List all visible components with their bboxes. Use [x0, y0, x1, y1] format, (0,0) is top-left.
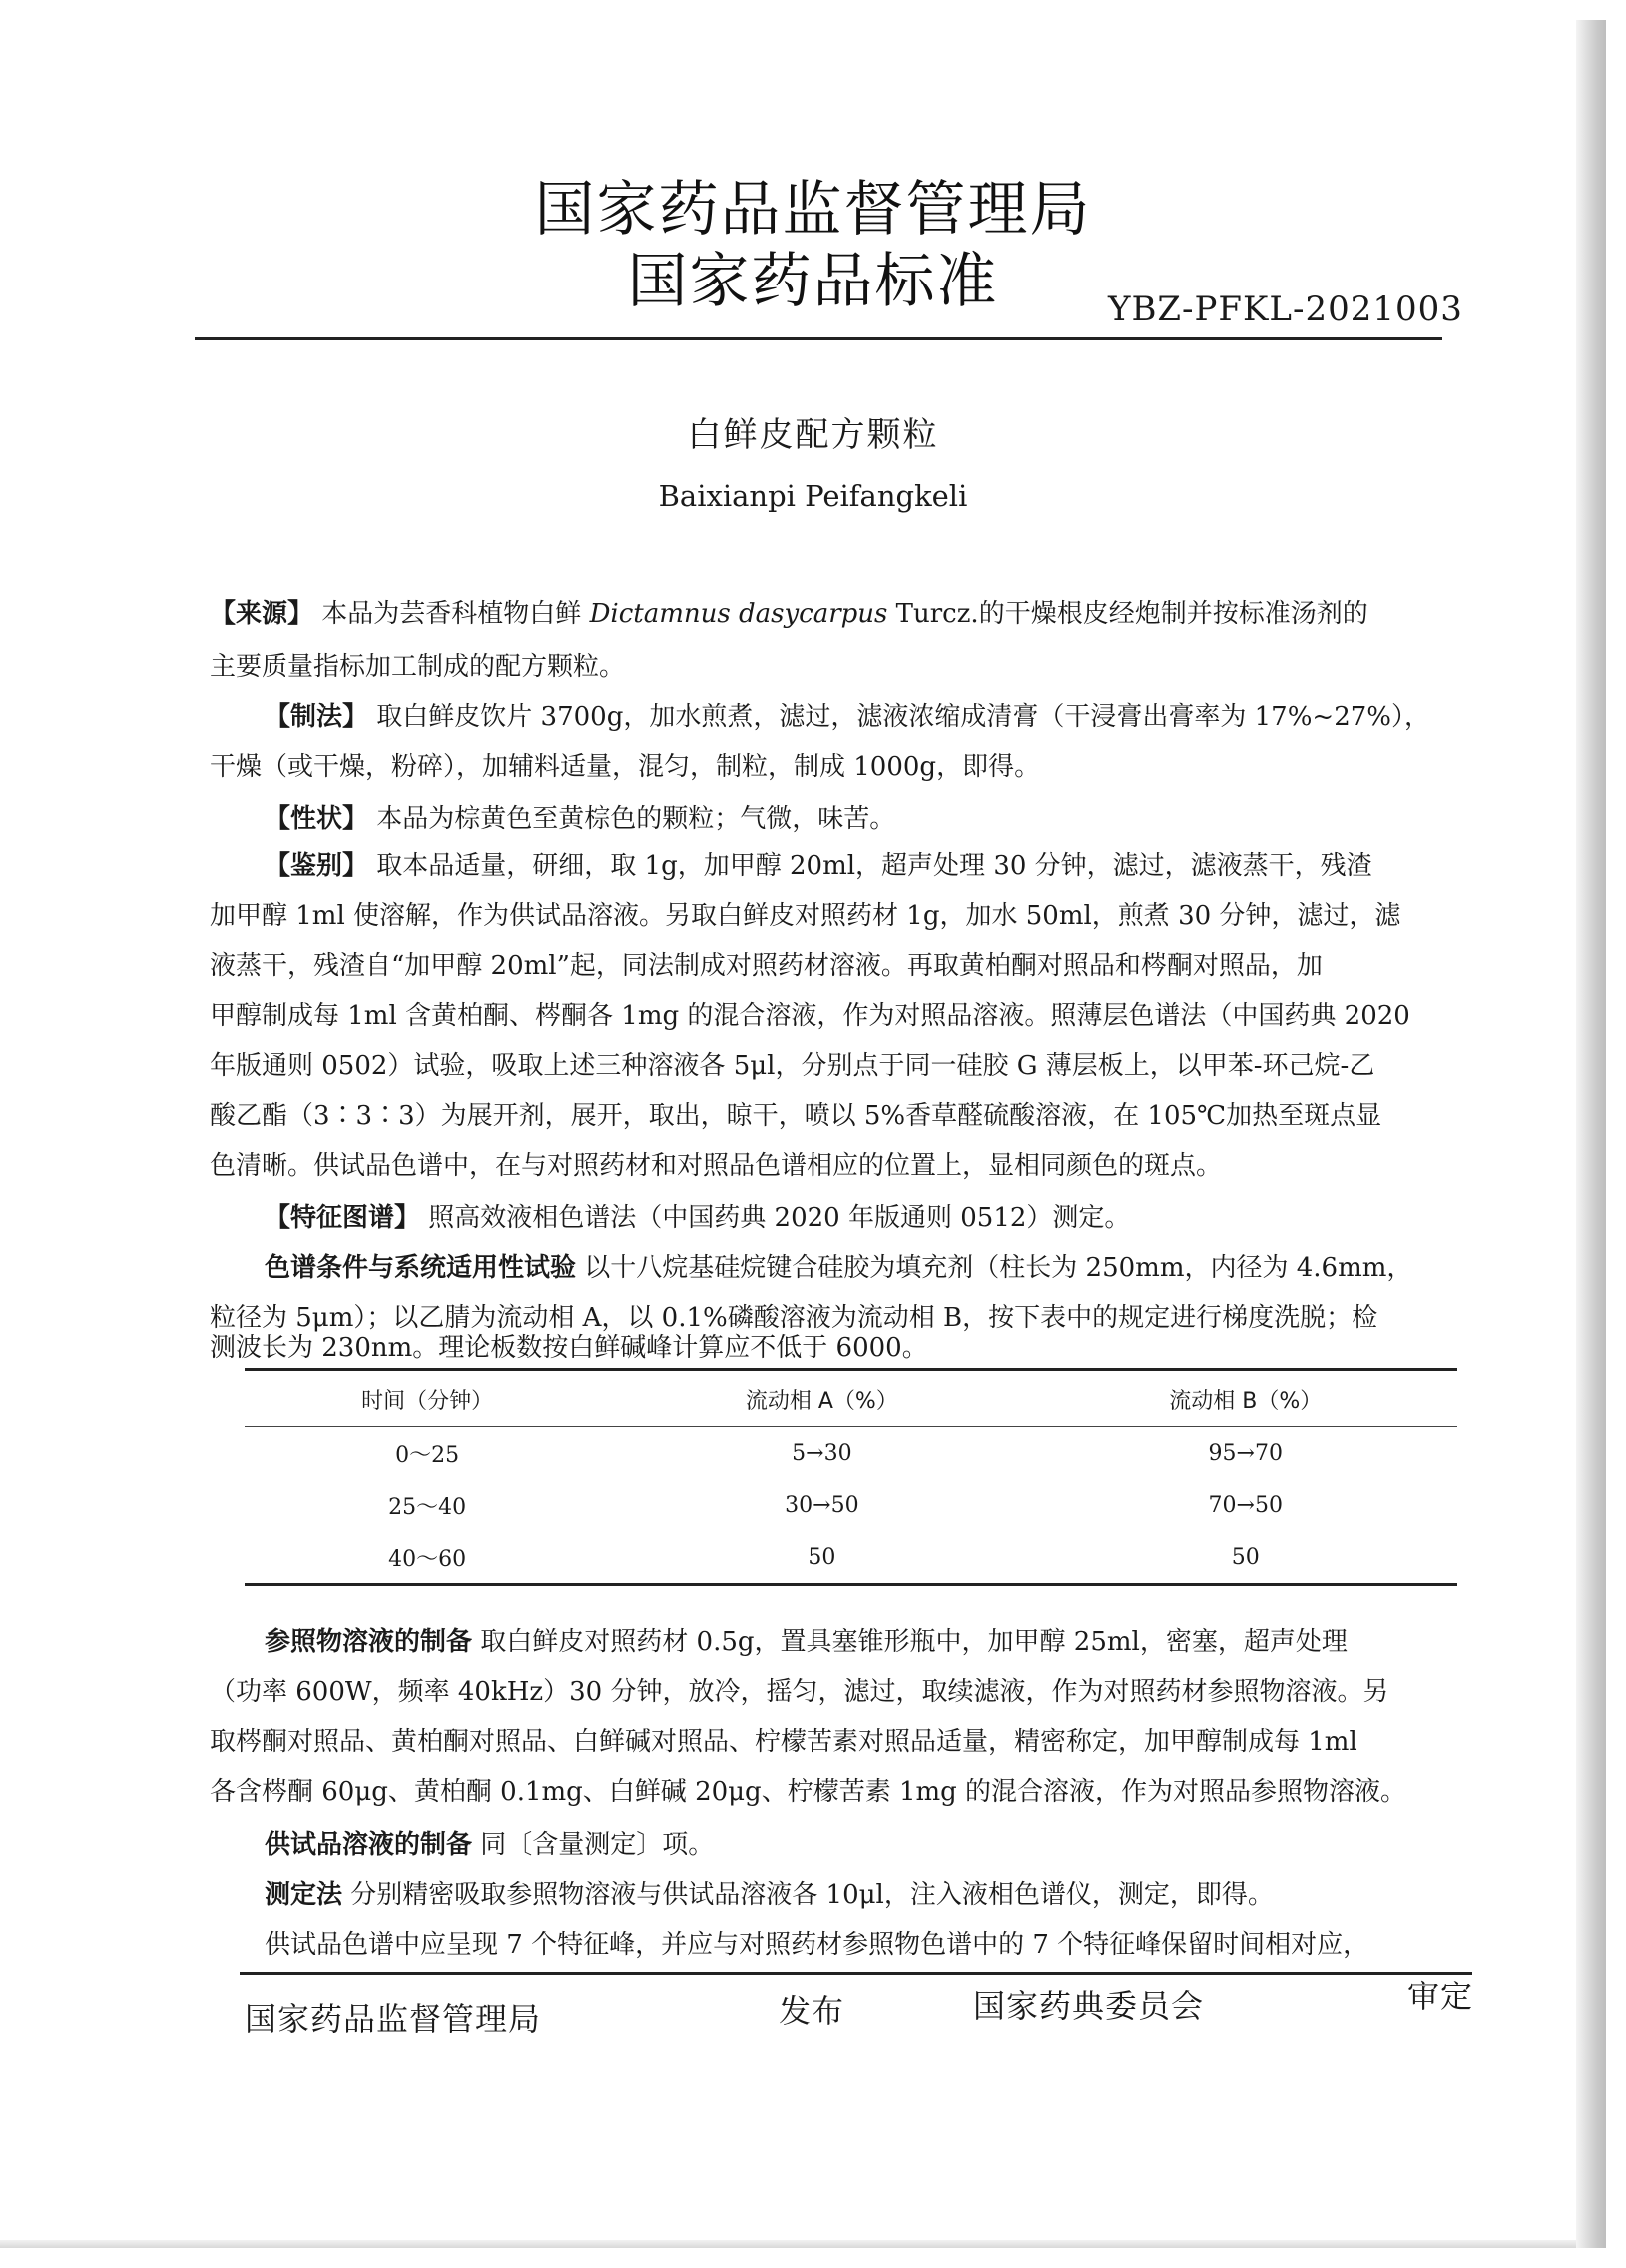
source-para-line-2: 主要质量指标加工制成的配方颗粒。 [210, 652, 626, 682]
prop-label: 【性状】 [265, 804, 369, 834]
ref-text: 取白鲜皮对照药材 0.5g，置具塞锥形瓶中，加甲醇 25ml，密塞，超声处理 [480, 1627, 1348, 1657]
table-cell: 30→50 [785, 1492, 859, 1518]
document-title: 白鲜皮配方颗粒 [687, 415, 939, 455]
fp-label: 【特征图谱】 [265, 1203, 421, 1233]
id-text: 取本品适量，研细，取 1g，加甲醇 20ml，超声处理 30 分钟，滤过，滤液蒸干，残渣 [376, 851, 1372, 881]
table-cell: 5→30 [792, 1440, 852, 1466]
test-label: 供试品溶液的制备 [265, 1830, 473, 1860]
method-para-line [265, 1875, 1447, 1915]
method-text: 分别精密吸取参照物溶液与供试品溶液各 10μl，注入液相色谱仪，测定，即得。 [350, 1880, 1274, 1910]
last-para-line: 供试品色谱中应呈现 7 个特征峰，并应与对照药材参照物色谱中的 7 个特征峰保留时间相对应， [265, 1930, 1369, 1960]
table-row [245, 1479, 1457, 1531]
test-para-line [265, 1825, 1447, 1865]
id-para-line [265, 847, 1447, 886]
method-label: 测定法 [265, 1880, 343, 1910]
ref-para-line-4: 各含梣酮 60μg、黄柏酮 0.1mg、白鲜碱 20μg、柠檬苦素 1mg 的混合溶液，作为对照品参照物溶液。 [210, 1777, 1407, 1807]
prep-text: 取白鲜皮饮片 3700g，加水煎煮，滤过，滤液浓缩成清膏（干浸膏出膏率为 17%~27%）， [376, 702, 1430, 732]
prep-para-line [265, 697, 1447, 737]
id-label: 【鉴别】 [265, 851, 369, 881]
table-cell: 40～60 [388, 1546, 467, 1572]
header-rule [195, 337, 1442, 340]
source-label: 【来源】 [210, 599, 314, 629]
ref-label: 参照物溶液的制备 [265, 1627, 473, 1657]
standard-title: 国家药品标准 [627, 247, 999, 316]
source-para-line [210, 594, 1447, 634]
fp-para-line [265, 1198, 1447, 1238]
fp-text: 照高效液相色谱法（中国药典 2020 年版通则 0512）测定。 [428, 1203, 1131, 1233]
table-cell: 25～40 [388, 1494, 467, 1520]
id-para-line-5: 年版通则 0502）试验，吸取上述三种溶液各 5μl，分别点于同一硅胶 G 薄层板上，以甲苯-环己烷-乙 [210, 1051, 1375, 1081]
table-cell: 50 [1231, 1544, 1260, 1570]
footer-review-word: 审定 [1407, 1978, 1474, 2015]
table-cell: 70→50 [1208, 1492, 1283, 1518]
cond-text: 以十八烷基硅烷键合硅胶为填充剂（柱长为 250mm，内径为 4.6mm， [584, 1253, 1413, 1283]
id-para-line-4: 甲醇制成每 1ml 含黄柏酮、梣酮各 1mg 的混合溶液，作为对照品溶液。照薄层色谱法（中国药典 2020 [210, 1001, 1410, 1031]
document-pinyin: Baixianpi Peifangkeli [658, 479, 968, 513]
test-text: 同〔含量测定〕项。 [480, 1830, 715, 1860]
table-cell: 95→70 [1208, 1440, 1283, 1466]
id-para-line-2: 加甲醇 1ml 使溶解，作为供试品溶液。另取白鲜皮对照药材 1g，加水 50ml，煎煮 30 分钟，滤过，滤 [210, 901, 1401, 931]
footer-issue-word: 发布 [779, 1992, 845, 2030]
prep-para-line-2: 干燥（或干燥，粉碎），加辅料适量，混匀，制粒，制成 1000g，即得。 [210, 752, 1041, 782]
footer-rule [240, 1972, 1472, 1975]
table-header-phase-a: 流动相 A（%） [745, 1388, 898, 1414]
footer-committee: 国家药典委员会 [973, 1987, 1205, 2025]
prop-text: 本品为棕黄色至黄棕色的颗粒；气微，味苦。 [376, 804, 896, 834]
table-row [245, 1531, 1457, 1585]
ref-para-line-2: （功率 600W，频率 40kHz）30 分钟，放冷，摇匀，滤过，取续滤液，作为对照药材参照物溶液。另 [210, 1677, 1389, 1707]
cond-label: 色谱条件与系统适用性试验 [265, 1253, 577, 1283]
gradient-table [245, 1368, 1457, 1586]
cond-para-line [265, 1248, 1447, 1288]
prep-label: 【制法】 [265, 702, 369, 732]
ref-para-line-3: 取梣酮对照品、黄柏酮对照品、白鲜碱对照品、柠檬苦素对照品适量，精密称定，加甲醇制成每 1ml [210, 1727, 1357, 1757]
table-cell: 50 [808, 1544, 836, 1570]
id-para-line-3: 液蒸干，残渣自“加甲醇 20ml”起，同法制成对照药材溶液。再取黄柏酮对照品和梣酮对照品，加 [210, 951, 1323, 981]
source-text: 本品为芸香科植物白鲜 [321, 599, 582, 629]
table-header-time: 时间（分钟） [361, 1388, 494, 1414]
cond-para-line-3-visible: 测波长为 230nm。理论板数按白鲜碱峰计算应不低于 6000。 [210, 1333, 928, 1363]
standard-code: YBZ-PFKL-2021003 [1108, 289, 1463, 329]
id-para-line-6: 酸乙酯（3∶3∶3）为展开剂，展开，取出，晾干，喷以 5%香草醛硫酸溶液，在 105℃加热至斑点显 [210, 1101, 1382, 1131]
species-name: Dictamnus dasycarpus [589, 599, 888, 629]
scan-edge-shadow [1576, 20, 1606, 2248]
prop-para-line [265, 799, 1447, 839]
ref-para-line [265, 1622, 1447, 1662]
source-text-b: Turcz.的干燥根皮经炮制并按标准汤剂的 [895, 599, 1368, 629]
footer-issuer: 国家药品监督管理局 [245, 2000, 542, 2038]
table-header-phase-b: 流动相 B（%） [1169, 1388, 1323, 1414]
table-cell: 0～25 [395, 1442, 460, 1468]
scan-bottom-shadow [0, 2240, 1576, 2248]
table-row [245, 1427, 1457, 1480]
cond-para-line-2: 粒径为 5μm）；以乙腈为流动相 A，以 0.1%磷酸溶液为流动相 B，按下表中的规定进行梯度洗脱；检 [210, 1303, 1378, 1333]
agency-title: 国家药品监督管理局 [534, 175, 1092, 245]
id-para-line-7: 色清晰。供试品色谱中，在与对照药材和对照品色谱相应的位置上，显相同颜色的斑点。 [210, 1151, 1223, 1181]
